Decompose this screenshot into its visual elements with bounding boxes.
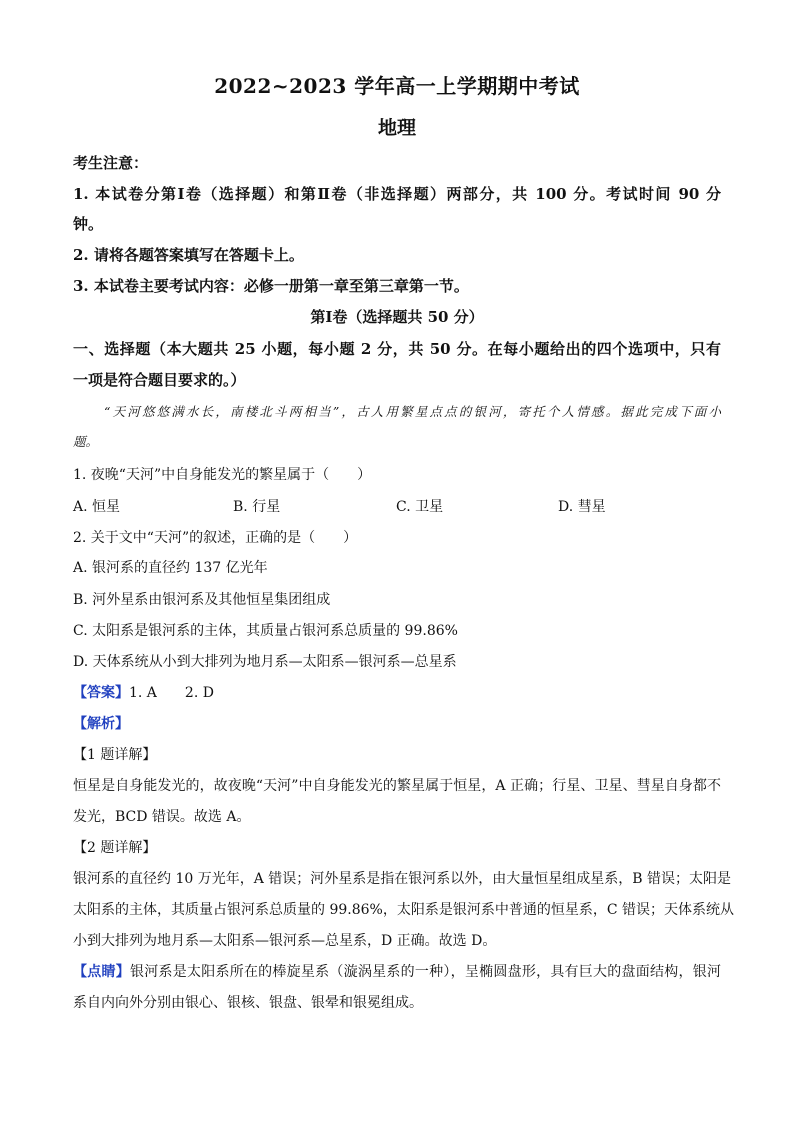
tip-text-cont: 系自内向外分别由银心、银核、银盘、银晕和银冕组成。 [73,995,423,1011]
tip-label: 【点睛】 [73,964,130,980]
analysis-label: 【解析】 [73,716,129,732]
question-2-option-b: B. 河外星系由银河系及其他恒星集团组成 [73,592,331,608]
option-a: A. 恒星 [73,499,121,515]
answer-text: 1. A 2. D [129,685,214,701]
passage-cont: 题。 [73,434,99,449]
q2-detail-label: 【2 题详解】 [73,840,157,856]
q1-detail-text-cont: 发光，BCD 错误。故选 A。 [73,809,251,825]
q2-detail-text-3: 小到大排列为地月系—太阳系—银河系—总星系，D 正确。故选 D。 [73,933,497,949]
answer-line [73,682,721,702]
question-2-stem: 2. 关于文中“天河”的叙述，正确的是（ ） [73,530,358,546]
question-2-option-d: D. 天体系统从小到大排列为地月系—太阳系—银河系—总星系 [73,654,457,670]
tip-line [73,961,721,981]
section-heading: 第Ⅰ卷（选择题共 50 分） [310,308,484,326]
notice-item-2: 2. 请将各题答案填写在答题卡上。 [73,246,304,264]
section-instructions-cont: 一项是符合题目要求的。） [73,371,246,389]
option-b: B. 行星 [233,499,281,515]
option-d: D. 彗星 [558,499,606,515]
section-instructions: 一、选择题（本大题共 25 小题，每小题 2 分，共 50 分。在每小题给出的四个选项中，只有 [73,340,721,358]
q2-detail-text-2: 太阳系的主体，其质量占银河系总质量的 99.86%，太阳系是银河系中普通的恒星系，C 错误；天体系统从 [73,902,734,918]
q2-detail-text: 银河系的直径约 10 万光年，A 错误；河外星系是指在银河系以外，由大量恒星组成星系，B 错误；太阳是 [73,871,732,887]
subject-title: 地理 [377,117,416,139]
question-2-option-c: C. 太阳系是银河系的主体，其质量占银河系总质量的 99.86% [73,623,458,639]
answer-label: 【答案】 [73,685,129,701]
passage: “天河悠悠满水长，南楼北斗两相当”，古人用繁星点点的银河，寄托个人情感。据此完成下面小 [104,404,721,419]
q1-detail-text: 恒星是自身能发光的，故夜晚“天河”中自身能发光的繁星属于恒星，A 正确；行星、卫星、彗星自身都不 [73,778,721,794]
q1-detail-label: 【1 题详解】 [73,747,157,763]
notice-heading: 考生注意： [73,154,149,172]
question-2-option-a: A. 银河系的直径约 137 亿光年 [73,560,268,576]
question-1-stem: 1. 夜晚“天河”中自身能发光的繁星属于（ ） [73,467,372,483]
exam-title: 2022~2023 学年高一上学期期中考试 [214,74,580,98]
tip-text: 银河系是太阳系所在的棒旋星系（漩涡星系的一种），呈椭圆盘形，具有巨大的盘面结构，银河 [129,964,722,980]
notice-item-1-cont: 钟。 [73,215,104,233]
option-c: C. 卫星 [396,499,444,515]
notice-item-1: 1. 本试卷分第Ⅰ卷（选择题）和第Ⅱ卷（非选择题）两部分，共 100 分。考试时间 90 分 [73,185,721,203]
notice-item-3: 3. 本试卷主要考试内容：必修一册第一章至第三章第一节。 [73,277,469,295]
